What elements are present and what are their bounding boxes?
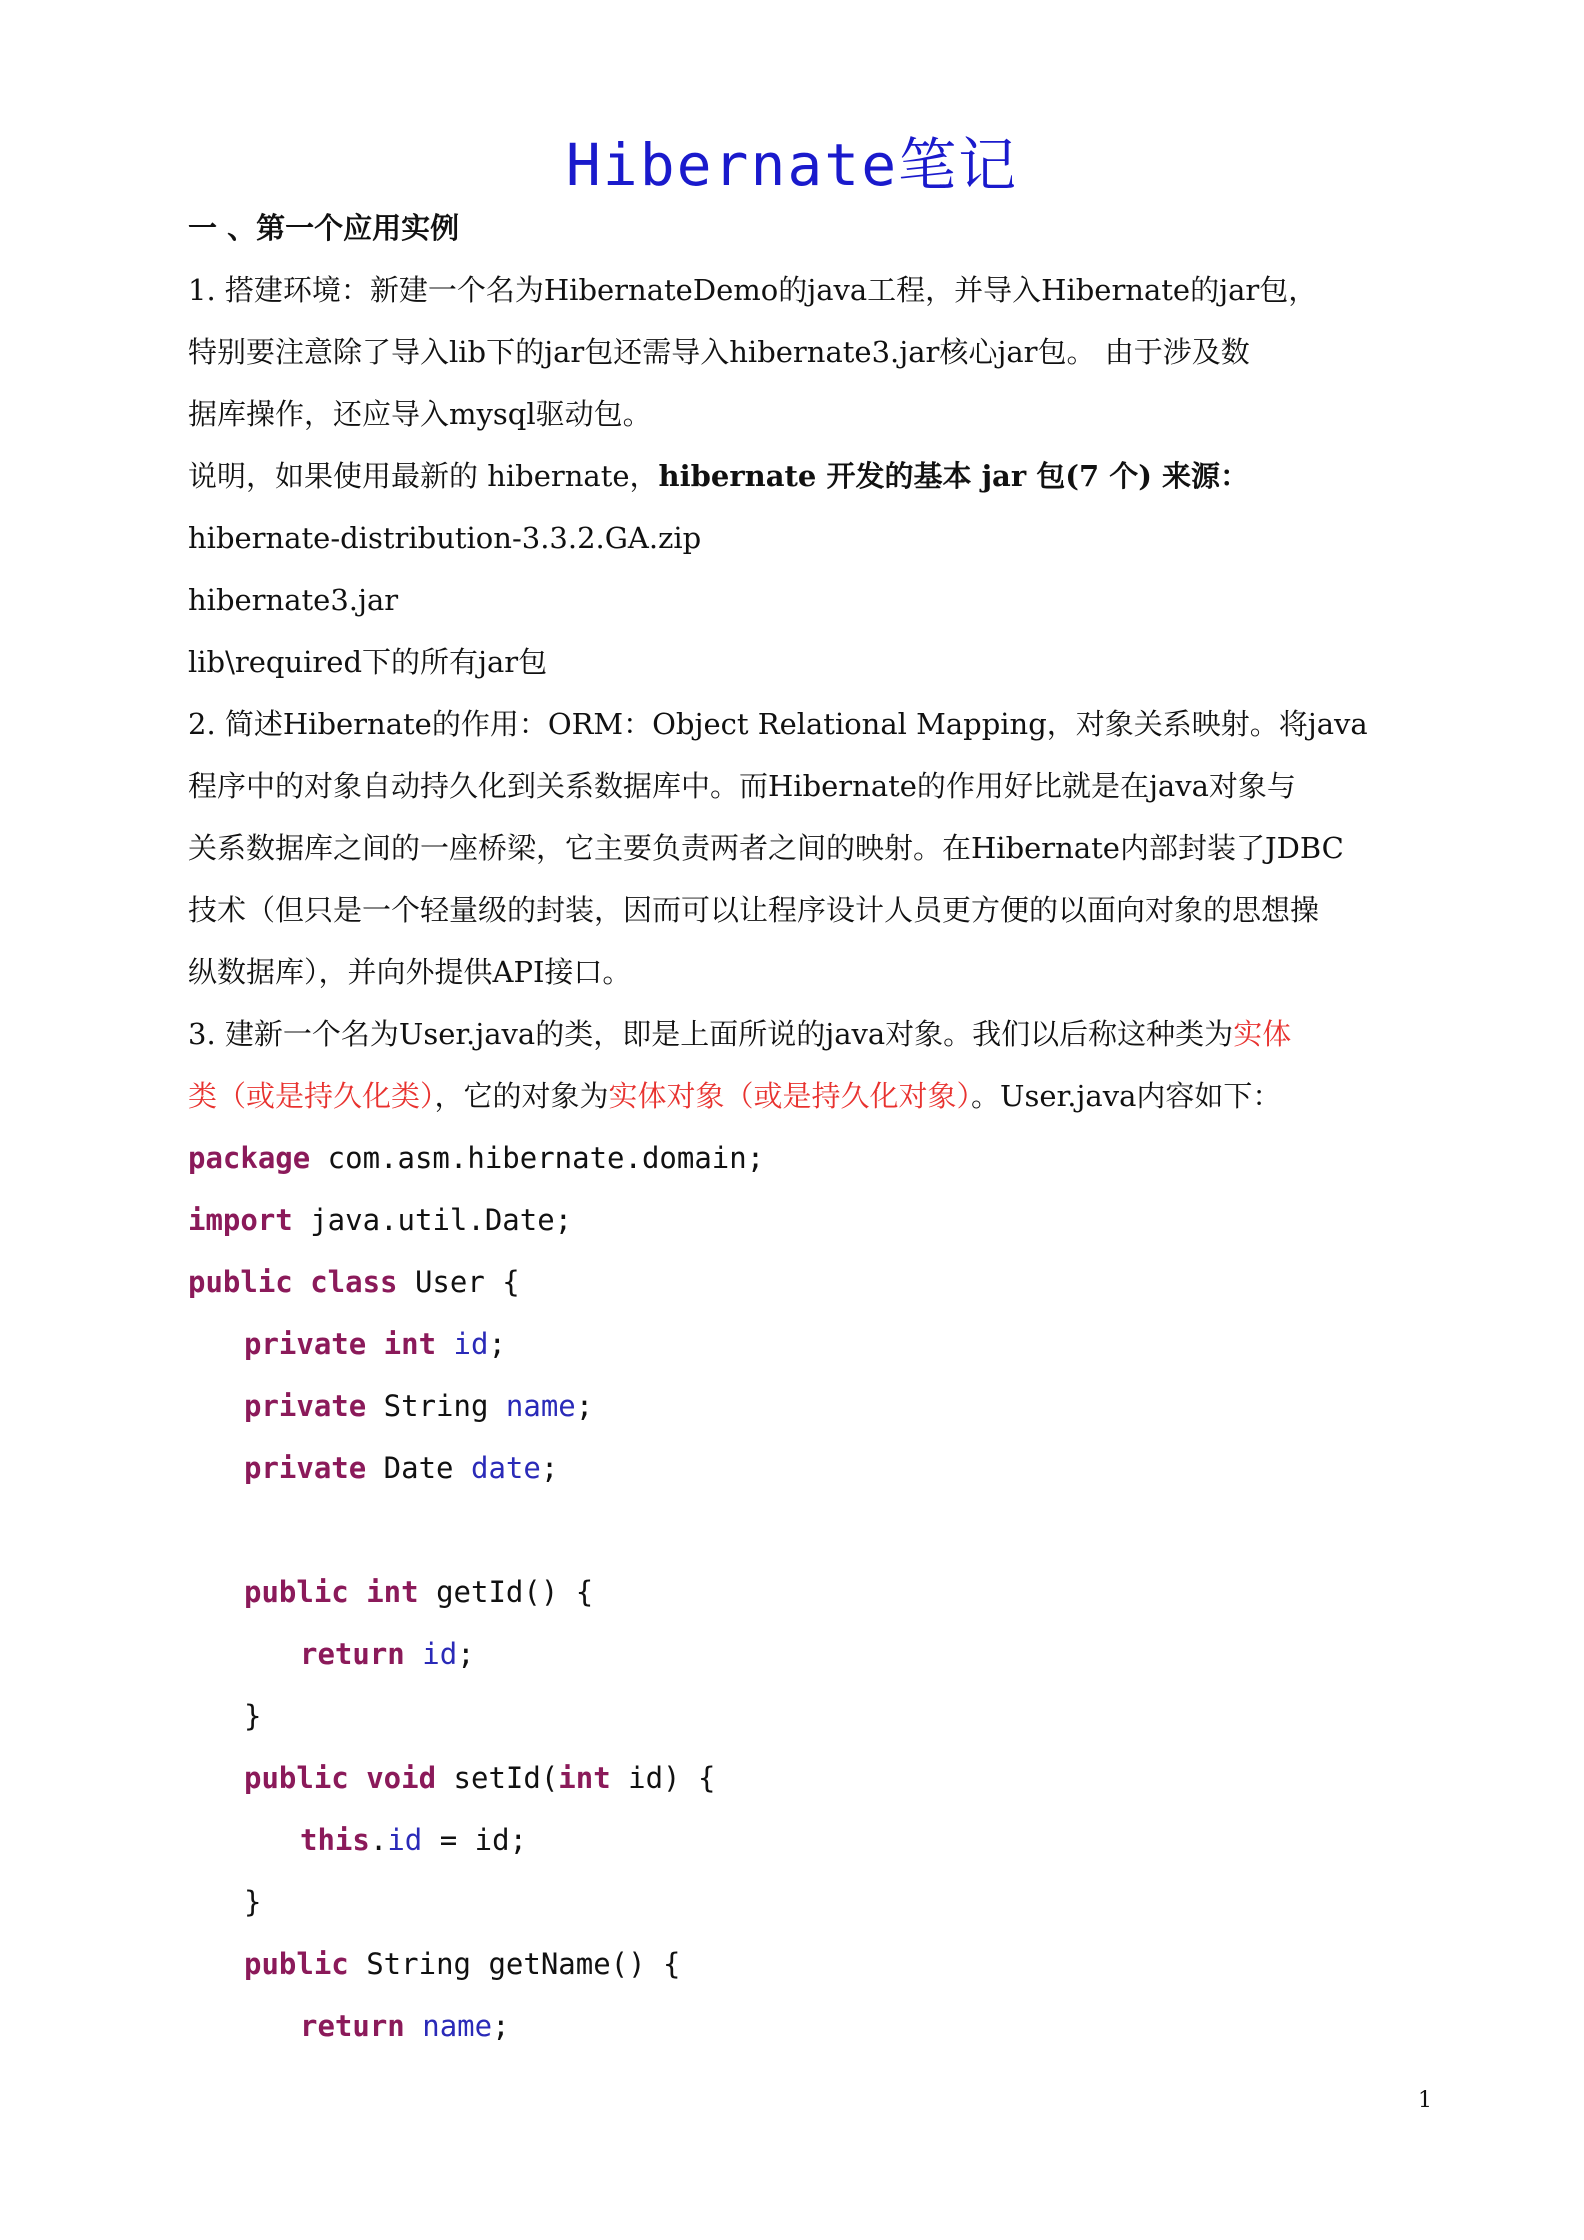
paragraph-2-line-3: 关系数据库之间的一座桥梁，它主要负责两者之间的映射。在Hibernate内部封装了JDBC — [188, 831, 1344, 865]
note-line-4: lib\required下的所有jar包 — [188, 645, 548, 679]
code-getid-line — [244, 1572, 1494, 1612]
code-keyword: return — [300, 2009, 405, 2043]
code-field: id — [422, 1637, 458, 1671]
paragraph-3-line-2 — [188, 1076, 1438, 1116]
code-getname-line — [244, 1944, 1494, 1984]
code-text: = id; — [422, 1823, 527, 1857]
code-text: String — [366, 1389, 506, 1423]
code-keyword: private — [244, 1389, 367, 1423]
code-text: ; — [488, 1327, 506, 1361]
code-class-line — [188, 1262, 1438, 1302]
note-prefix: 说明，如果使用最新的 hibernate， — [188, 459, 659, 493]
code-text: id) { — [610, 1761, 716, 1795]
code-close-brace: } — [244, 1885, 262, 1919]
code-field: name — [505, 1389, 576, 1423]
code-keyword: public class — [188, 1265, 398, 1299]
code-package-line — [188, 1138, 1438, 1178]
code-text: setId( — [436, 1761, 559, 1795]
code-field: id — [453, 1327, 489, 1361]
code-text: ; — [575, 1389, 594, 1423]
code-keyword: private — [244, 1451, 367, 1485]
code-text: User { — [397, 1265, 520, 1299]
code-keyword: package — [188, 1141, 311, 1175]
code-keyword: import — [188, 1203, 293, 1237]
code-keyword: private int — [244, 1327, 437, 1361]
note-bold-text: hibernate 开发的基本 jar 包(7 个) 来源： — [658, 459, 1250, 493]
page-number: 1 — [1418, 2088, 1432, 2113]
code-setid-line — [244, 1758, 1494, 1798]
code-text: ; — [457, 1637, 475, 1671]
code-keyword: public void — [244, 1761, 437, 1795]
p3-text-a: 3. 建新一个名为User.java的类，即是上面所说的java对象。我们以后称这种类为 — [188, 1017, 1234, 1051]
code-keyword: public — [244, 1947, 349, 1981]
code-field: id — [387, 1823, 423, 1857]
p3-red-text-3: 实体对象（或是持久化对象） — [608, 1079, 972, 1113]
code-text: getId() { — [418, 1575, 594, 1609]
note-line-2: hibernate-distribution-3.3.2.GA.zip — [188, 521, 702, 555]
note-line-1 — [188, 456, 1438, 496]
code-field-date-line — [244, 1448, 1494, 1488]
code-text: Date — [366, 1451, 471, 1485]
code-close-brace: } — [244, 1699, 262, 1733]
code-text: ; — [540, 1451, 559, 1485]
document-title: Hibernate笔记 — [565, 131, 1019, 199]
code-text: java.util.Date; — [292, 1203, 573, 1237]
note-line-3: hibernate3.jar — [188, 583, 399, 617]
code-field-id-line — [244, 1324, 1494, 1364]
code-keyword: public int — [244, 1575, 419, 1609]
paragraph-2-line-1: 2. 简述Hibernate的作用：ORM：Object Relational Mapping，对象关系映射。将java — [188, 707, 1368, 741]
code-text: String getName() { — [348, 1947, 681, 1981]
code-keyword: return — [300, 1637, 405, 1671]
p3-text-c: 。User.java内容如下： — [971, 1079, 1282, 1113]
code-text: com.asm.hibernate.domain; — [310, 1141, 765, 1175]
code-keyword: this — [300, 1823, 370, 1857]
code-text: ; — [492, 2009, 510, 2043]
code-getname-return-line — [300, 2006, 1550, 2046]
code-getid-return-line — [300, 1634, 1550, 1674]
paragraph-1-line-1: 1. 搭建环境：新建一个名为HibernateDemo的java工程，并导入Hibernate的jar包， — [188, 273, 1318, 307]
code-field: date — [470, 1451, 541, 1485]
code-field-name-line — [244, 1386, 1494, 1426]
code-import-line — [188, 1200, 1438, 1240]
code-setid-body-line — [300, 1820, 1550, 1860]
paragraph-3-line-1 — [188, 1014, 1438, 1054]
paragraph-2-line-2: 程序中的对象自动持久化到关系数据库中。而Hibernate的作用好比就是在java对象与 — [188, 769, 1296, 803]
p3-red-text-1: 实体 — [1233, 1017, 1292, 1051]
p3-red-text-2: 类（或是持久化类） — [188, 1079, 435, 1113]
section-heading: 一 、第一个应用实例 — [188, 211, 460, 245]
code-keyword: int — [558, 1761, 611, 1795]
paragraph-1-line-2: 特别要注意除了导入lib下的jar包还需导入hibernate3.jar核心jar包。 由于涉及数 — [188, 335, 1250, 369]
paragraph-2-line-4: 技术（但只是一个轻量级的封装，因而可以让程序设计人员更方便的以面向对象的思想操 — [188, 893, 1320, 927]
paragraph-2-line-5: 纵数据库），并向外提供API接口。 — [188, 955, 632, 989]
paragraph-1-line-3: 据库操作，还应导入mysql驱动包。 — [188, 397, 652, 431]
code-field: name — [422, 2009, 493, 2043]
p3-text-b: ，它的对象为 — [434, 1079, 609, 1113]
code-text: . — [369, 1823, 388, 1857]
